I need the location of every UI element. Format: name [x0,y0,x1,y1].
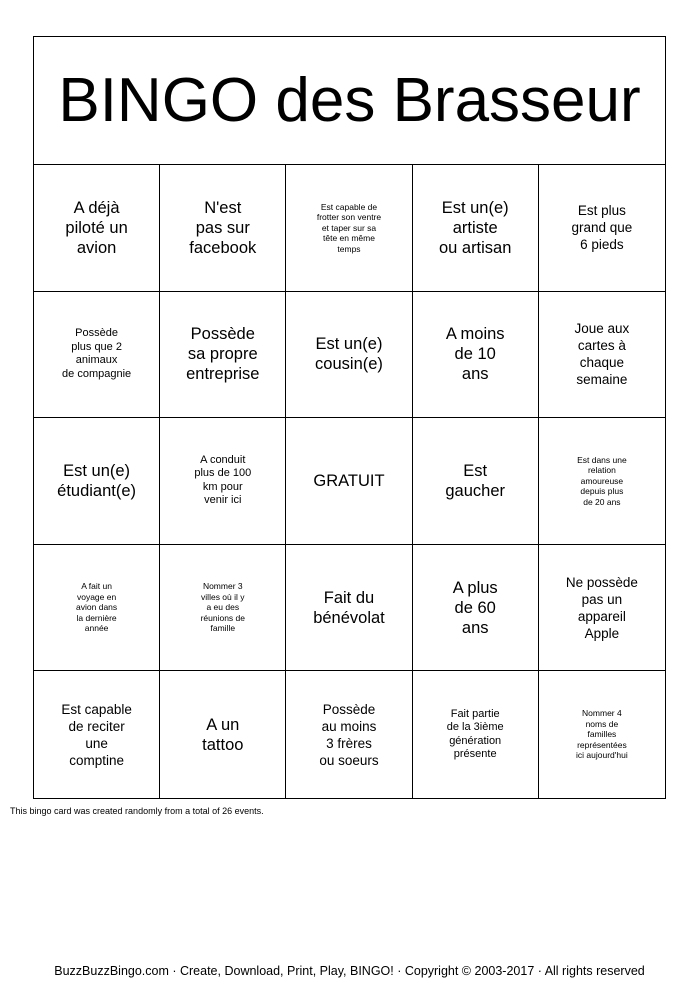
bingo-cell-text: Possède sa propre entreprise [186,325,260,384]
bingo-cell-text: Possède plus que 2 animaux de compagnie [62,327,132,380]
bingo-cell [34,418,160,545]
bingo-cell [286,418,412,545]
bingo-cell [539,545,665,672]
bingo-cell-text: A conduit plus de 100 km pour venir ici [194,453,252,507]
bingo-cell-text: A un tattoo [202,715,244,754]
bingo-cell [413,292,539,419]
bingo-card [33,36,666,799]
bingo-cell [34,165,160,292]
page-footer: BuzzBuzzBingo.com · Create, Download, Print, Play, BINGO! · Copyright © 2003-2017 · All rights reserved [54,964,645,978]
bingo-cell-text: Nommer 4 noms de familles représentées ici aujourd'hui [576,708,628,761]
bingo-cell-text: A déjà piloté un avion [65,198,128,257]
bingo-cell [539,418,665,545]
bingo-cell-text: A plus de 60 ans [452,578,498,637]
bingo-cell-text: A moins de 10 ans [445,325,505,384]
bingo-cell-text: Ne possède pas un appareil Apple [565,574,638,641]
bingo-cell [539,292,665,419]
bingo-cell [34,545,160,672]
card-title: BINGO des Brasseur [58,65,641,135]
generation-note: This bingo card was created randomly from a total of 26 events. [10,806,264,816]
bingo-cell [286,671,412,798]
bingo-cell [413,545,539,672]
bingo-cell-text: Fait partie de la 3ième génération présente [446,707,504,761]
bingo-cell [286,292,412,419]
bingo-cell-text: Est un(e) cousin(e) [315,335,383,374]
bingo-cell-text: Fait du bénévolat [313,588,385,627]
bingo-cell [413,671,539,798]
bingo-cell-text: A fait un voyage en avion dans la dernière année [76,581,118,634]
bingo-cell-text: Possède au moins 3 frères ou soeurs [319,701,379,768]
bingo-cell [413,418,539,545]
bingo-cell [539,671,665,798]
bingo-cell-text: Nommer 3 villes où il y a eu des réunions de famille [200,581,245,634]
bingo-cell-text: Est un(e) étudiant(e) [57,461,137,500]
bingo-cell-text: N'est pas sur facebook [189,198,257,257]
bingo-cell [160,545,286,672]
bingo-cell [160,165,286,292]
bingo-cell-text: Est dans une relation amoureuse depuis plus de 20 ans [577,454,627,507]
bingo-cell [160,418,286,545]
bingo-cell-text: Est un(e) artiste ou artisan [438,198,512,257]
bingo-cell [413,165,539,292]
bingo-cell [286,165,412,292]
bingo-cell-text: Est gaucher [445,461,506,500]
bingo-cell-text: Est plus grand que 6 pieds [571,203,633,253]
bingo-cell-text: GRATUIT [313,471,385,490]
bingo-cell-text: Est capable de reciter une comptine [61,701,132,768]
bingo-grid [34,165,665,798]
bingo-cell-text: Est capable de frotter son ventre et taper sur sa tête en même temps [316,201,382,254]
bingo-cell [539,165,665,292]
bingo-cell [286,545,412,672]
bingo-cell-text: Joue aux cartes à chaque semaine [574,321,630,388]
bingo-cell [34,671,160,798]
title-box [34,37,665,165]
bingo-cell [160,292,286,419]
bingo-cell [34,292,160,419]
bingo-cell [160,671,286,798]
